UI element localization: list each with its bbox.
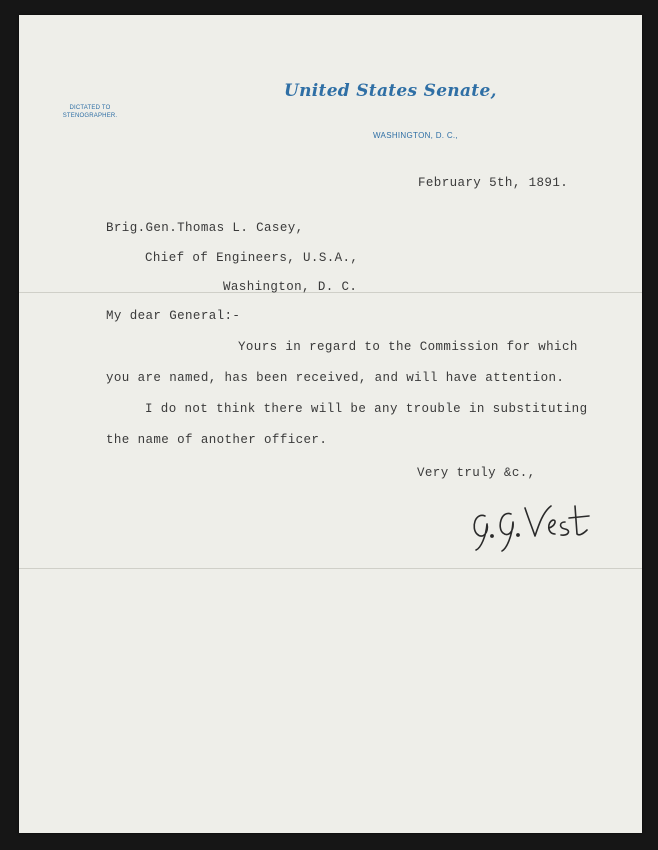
recipient-name: Brig.Gen.Thomas L. Casey, — [106, 221, 304, 235]
fold-line — [19, 568, 642, 569]
closing: Very truly &c., — [417, 466, 536, 480]
recipient-city: Washington, D. C. — [223, 280, 358, 294]
letterhead-title: United States Senate, — [284, 81, 497, 101]
letter-date: February 5th, 1891. — [418, 176, 569, 190]
letter-sheet — [19, 15, 642, 833]
dictated-note — [55, 104, 125, 120]
body-line: the name of another officer. — [106, 433, 328, 447]
dictated-note-line: DICTATED TO — [69, 105, 111, 111]
letterhead-place: WASHINGTON, D. C., — [373, 131, 458, 140]
body-line: you are named, has been received, and will have attention. — [106, 371, 565, 385]
body-line: Yours in regard to the Commission for which — [238, 340, 578, 354]
handwritten-signature — [467, 498, 597, 553]
dictated-note-line: STENOGRAPHER. — [62, 113, 118, 119]
body-line: I do not think there will be any trouble in substituting — [145, 402, 588, 416]
recipient-title: Chief of Engineers, U.S.A., — [145, 251, 359, 265]
salutation: My dear General:- — [106, 309, 241, 323]
